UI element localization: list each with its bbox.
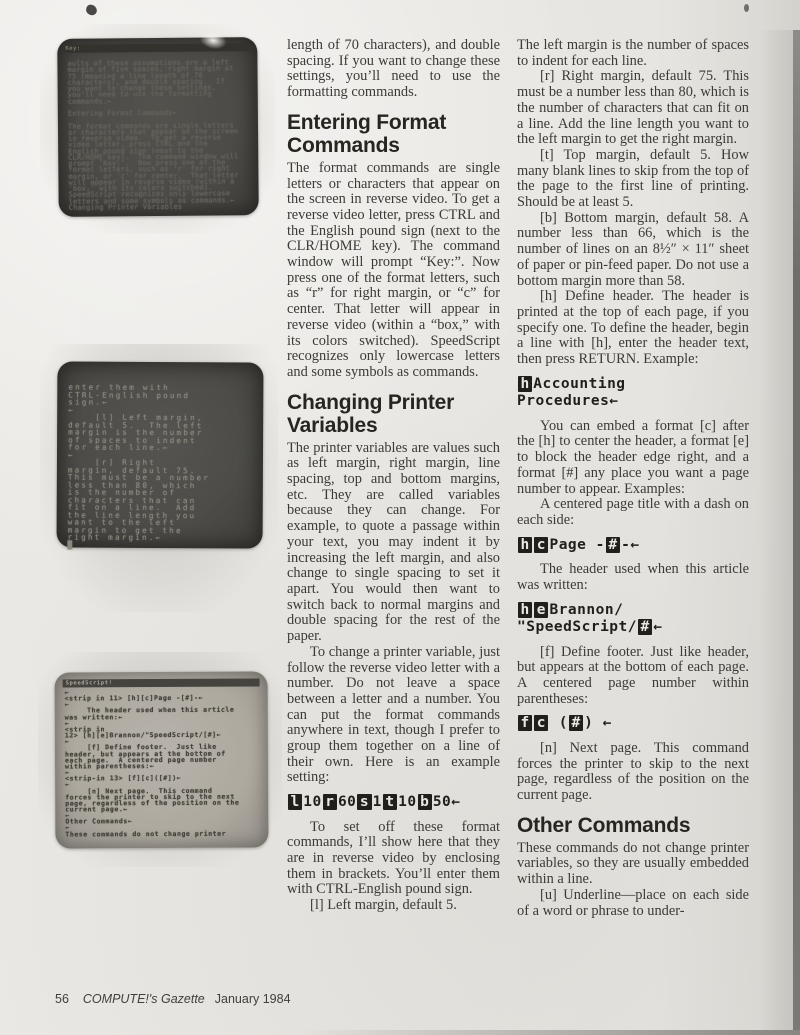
paragraph-entering-body: The format commands are single letters or characters that appear on the screen in reverse video. To get a reverse video letter, press CTRL and the English pound sign (next to the CLR/HOME key). The command window will prompt “Key:”. Now press one of the format letters, such as “r” for right margin, or “c” for center. That letter will appear in reverse video (within a “box,” with its colors switched). SpeedScript recognizes only lowercase letters and some symbols as commands. <box>287 159 500 380</box>
code-header-brannon: h e Brannon/ "SpeedScript/ # ← <box>517 601 663 636</box>
code-footer-parentheses: f c ( # ) ← <box>517 715 749 733</box>
crt1-screen-text: aults of these assumptions are a left margin of five spaces, right margin at 75 (meaning a line length of 70 characters), and double spacing. If you want to change these settings, you'll need to use the formatting commands.← Entering Format Commands← The format commands are single letters or characters that appear on the screen in reverse video. To get a reverse video letter, press CTRL and the English pound sign (next to the CLR/HOME key). The command window will prompt 'Key:'. Now press one of the format letters, such as 'r' for right margin, or 'c' for center. That letter will appear in reverse video (within a 'box,' with its colors switched). SpeedScript recognizes only lowercase letters and some symbols as commands.← Changing Printer Variables <box>67 58 239 212</box>
code-example-setting: l 10 r 60 s 1 t 10 b 50← <box>287 794 500 812</box>
paragraph-changing-body: The printer variables are values such as left margin, right margin, line spacing, top and bottom margins, etc. They are called variables because they can change. For example, to quote a passage within your text, you may indent it by increasing the left margin, and also change to single spacing to set it apart. You would then want to switch back to normal margins and double spacing for the rest of the paper. <box>287 439 500 645</box>
paragraph-underline: [u] Underline—place on each side of a word or phrase to under- <box>517 886 749 919</box>
paragraph-define-footer: [f] Define footer. Just like header, but appears at the bottom of each page. A centered page number within parentheses: <box>517 643 749 707</box>
crt2-screen-text: enter them with CTRL-English pound sign.← ← [l] Left margin, default 5. The left margin is the number of spaces to indent for each line.← ← [r] Right margin, default 75. This must be a number less than 80, which is the number of characters that can fit on a line. Add the line length you want to the left margin to get the right margin.← █ <box>67 382 211 550</box>
crt-screen-2 <box>57 361 264 548</box>
magazine-title: COMPUTE!'s Gazette <box>82 992 205 1006</box>
code-header-page-dash: h c Page - # -← <box>517 537 749 555</box>
column-right <box>517 38 749 919</box>
paragraph-left-margin: [l] Left margin, default 5. <box>310 897 457 914</box>
crt-screen-3 <box>55 671 269 848</box>
column-middle <box>287 38 500 914</box>
page-edge-right <box>793 30 800 1035</box>
paragraph-left-margin-cont: The left margin is the number of spaces to indent for each line. <box>517 37 749 69</box>
heading-entering-format-commands: Entering Format Commands <box>287 110 447 157</box>
paragraph-other-body: These commands do not change printer variables, so they are usually embedded within a line. <box>517 839 749 888</box>
code-header-accounting: h Accounting Procedures← <box>517 375 626 410</box>
paragraph-setoff: To set off these format commands, I’ll show here that they are in reverse video by enclosing them in brackets. You’ll enter them with CTRL-English pound sign. <box>287 818 500 898</box>
crt3-title-bar <box>63 678 260 687</box>
issue-date: January 1984 <box>214 992 291 1006</box>
paragraph-define-header: [h] Define header. The header is printed at the top of each page, if you specify one. To define the header, begin a line with [h], enter the header text, then press RETURN. Example: <box>517 288 749 368</box>
scan-speck <box>744 4 749 12</box>
paragraph-bottom-margin: [b] Bottom margin, default 58. A number less than 66, which is the number of lines on an 8½″ × 11″ sheet of paper or pin-feed paper. Do not use a bottom margin more than 58. <box>517 209 749 289</box>
paragraph-change-variable: To change a printer variable, just follow the reverse video letter with a number. Do not leave a space between a letter and a number. You can put the format commands anywhere in text, though I prefer to group them together on a line of their own. Here is an example setting: <box>287 643 500 786</box>
crt-photo-3 <box>38 652 282 867</box>
paragraph-embed-formats: You can embed a format [c] after the [h] to center the header, a format [e] to block the header edge right, and a format [#] any place you want a page number to appear. Examples: <box>517 417 749 497</box>
crt3-title-text: SpeedScript! <box>65 680 113 687</box>
page-edge-shadow <box>759 30 793 1035</box>
heading-changing-printer-variables: Changing Printer Variables <box>287 390 455 437</box>
crt-photo-2 <box>40 344 278 612</box>
paragraph-right-margin: [r] Right margin, default 75. This must be a number less than 80, which is the number of characters that can fit on a line. Add the line length you want to the left margin to get the right margin. <box>517 68 749 148</box>
paragraph-top-margin: [t] Top margin, default 5. How many blank lines to skip from the top of the page to the first line of printing. Should be at least 5. <box>517 146 749 211</box>
crt3-screen-text: ← <strip in 11> [h][c]Page -[#]-← ← The header used when this article was written:← ← <strip in 12> [h][e]Brannon/"SpeedScript/[#]← ← [f] Define footer. Just like header, but appears at the bottom of each page. A centered page number within parentheses:← ← <strip-in 13> [f][c]([#])← ← [n] Next page. This command forces the printer to skip to the next page, regardless of the position on the current page.← ← Other Commands← ← These commands do not change printer <box>64 688 240 839</box>
command-window-prompt: Key: <box>65 45 81 52</box>
paragraph-header-used: The header used when this article was written: <box>517 561 749 593</box>
scan-speck <box>85 3 99 16</box>
page-edge-bottom <box>300 1030 800 1035</box>
heading-other-commands: Other Commands <box>517 813 691 837</box>
paragraph-next-page: [n] Next page. This command forces the printer to skip to the next page, regardless of the position on the current page. <box>517 739 749 804</box>
crt-photo-1 <box>40 24 275 234</box>
paragraph-intro: length of 70 characters), and double spacing. If you want to change these settings, you’ll need to use the formatting commands. <box>287 37 500 101</box>
crt-screen-1 <box>57 37 259 217</box>
page-number: 56 <box>55 992 69 1006</box>
paragraph-centered-title: A centered page title with a dash on each side: <box>517 496 749 528</box>
page-footer <box>55 992 291 1006</box>
